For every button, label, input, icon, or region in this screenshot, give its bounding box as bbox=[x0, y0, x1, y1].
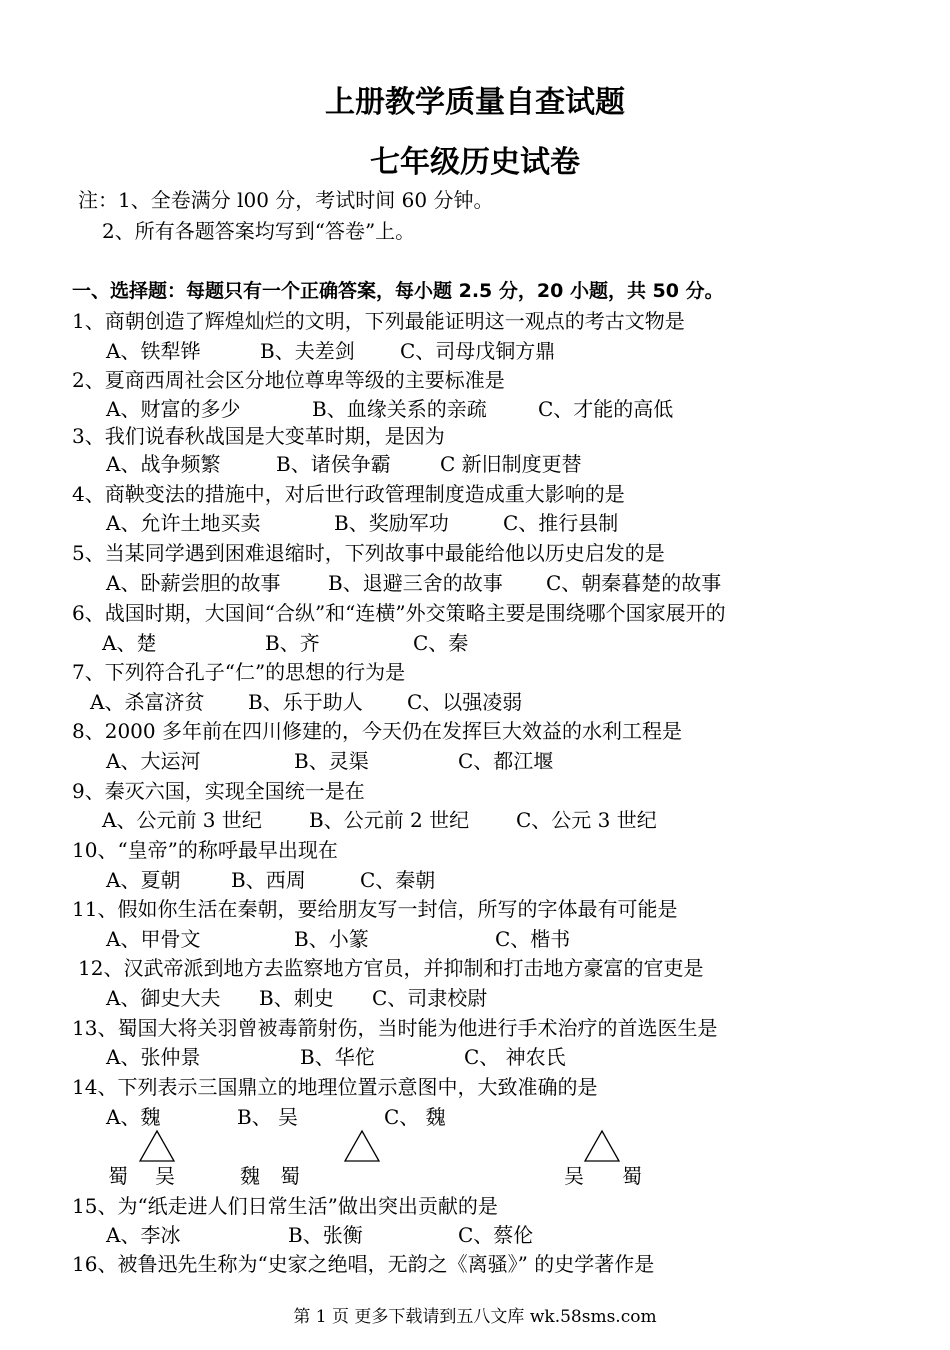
question-2: 2、夏商西周社会区分地位尊卑等级的主要标准是 bbox=[72, 368, 505, 392]
diagram-a-right-label: 吴 bbox=[155, 1164, 175, 1188]
option-12a: A、御史大夫 bbox=[106, 986, 221, 1010]
question-8: 8、2000 多年前在四川修建的，今天仍在发挥巨大效益的水利工程是 bbox=[72, 719, 682, 743]
option-15c: C、蔡伦 bbox=[458, 1223, 534, 1247]
option-15b: B、张衡 bbox=[288, 1223, 363, 1247]
option-8c: C、都江堰 bbox=[458, 749, 554, 773]
option-5a: A、卧薪尝胆的故事 bbox=[106, 571, 281, 595]
option-1a: A、铁犁铧 bbox=[106, 339, 201, 363]
option-2c: C、才能的高低 bbox=[538, 397, 674, 421]
question-13: 13、蜀国大将关羽曾被毒箭射伤，当时能为他进行手术治疗的首选医生是 bbox=[72, 1016, 718, 1040]
option-14b: B、 吴 bbox=[237, 1105, 299, 1129]
page-footer: 第 1 页 更多下载请到五八文库 wk.58sms.com bbox=[293, 1307, 657, 1327]
triangle-diagram-c-icon bbox=[583, 1129, 621, 1163]
question-6: 6、战国时期，大国间“合纵”和“连横”外交策略主要是围绕哪个国家展开的 bbox=[72, 601, 726, 625]
option-3a: A、战争频繁 bbox=[106, 452, 221, 476]
option-10b: B、西周 bbox=[231, 868, 306, 892]
option-4a: A、允许土地买卖 bbox=[106, 511, 261, 535]
note-line-2: 2、所有各题答案均写到“答卷”上。 bbox=[102, 219, 416, 243]
option-10a: A、夏朝 bbox=[106, 868, 181, 892]
option-11a: A、甲骨文 bbox=[106, 927, 201, 951]
question-7: 7、下列符合孔子“仁”的思想的行为是 bbox=[72, 660, 406, 684]
section-heading-choice: 一、选择题：每题只有一个正确答案，每小题 2.5 分，20 小题，共 50 分。 bbox=[72, 280, 724, 302]
option-9c: C、公元 3 世纪 bbox=[516, 808, 657, 832]
option-8b: B、灵渠 bbox=[294, 749, 369, 773]
question-5: 5、当某同学遇到困难退缩时，下列故事中最能给他以历史启发的是 bbox=[72, 541, 665, 565]
question-3: 3、我们说春秋战国是大变革时期，是因为 bbox=[72, 424, 445, 448]
option-9a: A、公元前 3 世纪 bbox=[102, 808, 262, 832]
question-14: 14、下列表示三国鼎立的地理位置示意图中，大致准确的是 bbox=[72, 1075, 598, 1099]
question-4: 4、商鞅变法的措施中，对后世行政管理制度造成重大影响的是 bbox=[72, 482, 625, 506]
question-12: 12、汉武帝派到地方去监察地方官员，并抑制和打击地方豪富的官吏是 bbox=[78, 956, 704, 980]
option-11b: B、小篆 bbox=[294, 927, 369, 951]
diagram-b-right-label: 蜀 bbox=[280, 1164, 300, 1188]
question-10: 10、“皇帝”的称呼最早出现在 bbox=[72, 838, 338, 862]
option-2b: B、血缘关系的亲疏 bbox=[312, 397, 487, 421]
triangle-diagram-a-icon bbox=[138, 1129, 176, 1163]
diagram-b-left-label: 魏 bbox=[240, 1164, 260, 1188]
option-12c: C、司隶校尉 bbox=[372, 986, 488, 1010]
option-6c: C、秦 bbox=[413, 631, 469, 655]
option-9b: B、公元前 2 世纪 bbox=[309, 808, 470, 832]
question-16: 16、被鲁迅先生称为“史家之绝唱，无韵之《离骚》” 的史学著作是 bbox=[72, 1252, 655, 1276]
option-8a: A、大运河 bbox=[106, 749, 201, 773]
triangle-diagram-b-icon bbox=[343, 1129, 381, 1163]
exam-header-title: 上册教学质量自查试题 bbox=[325, 85, 625, 120]
option-5c: C、朝秦暮楚的故事 bbox=[546, 571, 722, 595]
option-4c: C、推行县制 bbox=[503, 511, 619, 535]
option-13b: B、华佗 bbox=[300, 1045, 375, 1069]
option-6b: B、齐 bbox=[265, 631, 320, 655]
option-15a: A、李冰 bbox=[106, 1223, 181, 1247]
diagram-c-left-label: 吴 bbox=[564, 1164, 584, 1188]
option-13a: A、张仲景 bbox=[106, 1045, 201, 1069]
option-2a: A、财富的多少 bbox=[106, 397, 241, 421]
option-3c: C 新旧制度更替 bbox=[440, 452, 582, 476]
question-11: 11、假如你生活在秦朝，要给朋友写一封信，所写的字体最有可能是 bbox=[72, 897, 678, 921]
option-3b: B、诸侯争霸 bbox=[276, 452, 391, 476]
option-6a: A、楚 bbox=[102, 631, 157, 655]
option-7b: B、乐于助人 bbox=[248, 690, 363, 714]
note-line-1: 注：1、全卷满分 l00 分，考试时间 60 分钟。 bbox=[78, 188, 494, 212]
option-10c: C、秦朝 bbox=[360, 868, 436, 892]
diagram-a-left-label: 蜀 bbox=[108, 1164, 128, 1188]
option-12b: B、刺史 bbox=[259, 986, 334, 1010]
question-9: 9、秦灭六国，实现全国统一是在 bbox=[72, 779, 365, 803]
option-11c: C、楷书 bbox=[495, 927, 571, 951]
option-1c: C、司母戊铜方鼎 bbox=[400, 339, 556, 363]
exam-subject-title: 七年级历史试卷 bbox=[370, 145, 580, 180]
option-1b: B、夫差剑 bbox=[260, 339, 355, 363]
question-1: 1、商朝创造了辉煌灿烂的文明，下列最能证明这一观点的考古文物是 bbox=[72, 309, 685, 333]
option-14c: C、 魏 bbox=[384, 1105, 446, 1129]
option-13c: C、 神农氏 bbox=[464, 1045, 566, 1069]
option-7a: A、杀富济贫 bbox=[90, 690, 205, 714]
diagram-c-right-label: 蜀 bbox=[622, 1164, 642, 1188]
option-14a: A、魏 bbox=[106, 1105, 161, 1129]
question-15: 15、为“纸走进人们日常生活”做出突出贡献的是 bbox=[72, 1194, 498, 1218]
option-5b: B、退避三舍的故事 bbox=[328, 571, 503, 595]
option-7c: C、以强凌弱 bbox=[407, 690, 523, 714]
option-4b: B、奖励军功 bbox=[334, 511, 449, 535]
